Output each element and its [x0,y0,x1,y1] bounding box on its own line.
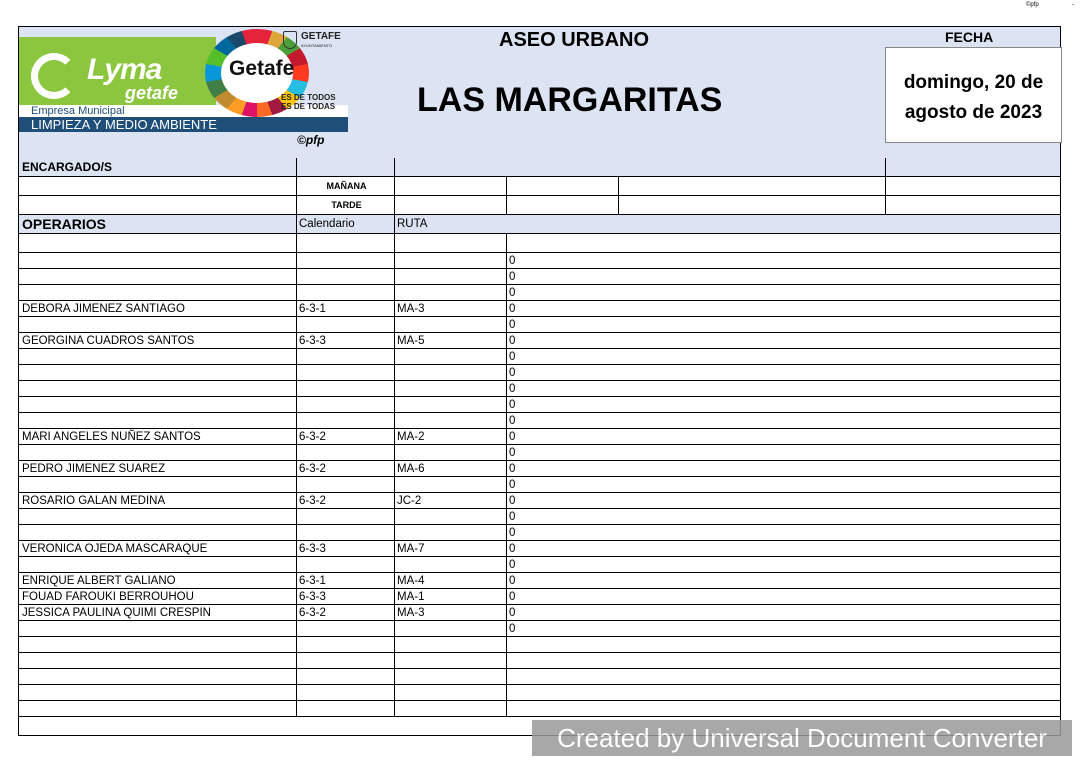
table-row [19,461,1060,477]
table-row [19,477,1060,493]
table-row [19,349,1060,365]
operario-name [19,253,22,268]
tarde-label: TARDE [331,200,362,210]
table-row [19,413,1060,429]
operario-value: 0 [509,255,516,267]
table-row [19,493,1060,509]
operario-name: GEORGINA CUADROS SANTOS [22,335,195,347]
table-row [19,301,1060,317]
operario-value: 0 [509,335,516,347]
operario-name: VERONICA OJEDA MASCARAQUE [22,543,208,555]
operario-value: 0 [509,591,516,603]
operario-value: 0 [509,623,516,635]
table-row [19,653,1060,669]
operario-value: 0 [509,303,516,315]
table-row [19,429,1060,445]
page-title: LAS MARGARITAS [417,81,723,119]
luma-wordmark: Lyma [87,53,162,86]
luma-getafe-wordmark: getafe [125,83,179,103]
operario-name: DEBORA JIMENEZ SANTIAGO [22,303,185,315]
operario-value: 0 [509,287,516,299]
operario-ruta: MA-2 [397,431,425,443]
operario-name [19,701,22,716]
table-row [19,525,1060,541]
operario-name [19,269,22,284]
operario-value: 0 [509,463,516,475]
operario-name [19,509,22,524]
operario-calendario: 6-3-1 [299,575,326,587]
limpieza-strip: LIMPIEZA Y MEDIO AMBIENTE [19,117,348,132]
operario-name: MARI ANGELES NUÑEZ SANTOS [22,431,201,443]
operario-name [19,234,22,252]
operario-value: 0 [509,527,516,539]
operario-calendario: 6-3-3 [299,335,326,347]
operario-value: 0 [509,399,516,411]
getafe-ayuntamiento-logo: GETAFE AYUNTAMIENTO [301,31,341,48]
department-title: ASEO URBANO [499,29,650,51]
operario-name [19,445,22,460]
operario-calendario: 6-3-2 [299,495,326,507]
es-de-todos-slogan: ES DE TODOS ES DE TODAS [281,93,336,111]
operario-name: ENRIQUE ALBERT GALIANO [22,575,176,587]
operario-value: 0 [509,479,516,491]
table-row [19,234,1060,253]
operario-name [19,317,22,332]
corner-mark-dash: - [1072,2,1074,8]
operario-calendario: 6-3-2 [299,431,326,443]
empresa-label: Empresa Municipal [31,105,125,117]
operario-value: 0 [509,367,516,379]
operario-value: 0 [509,511,516,523]
operario-name: JESSICA PAULINA QUIMI CRESPIN [22,607,211,619]
table-row [19,509,1060,525]
operario-ruta: MA-3 [397,607,425,619]
operario-name [19,477,22,492]
operario-value: 0 [509,351,516,363]
operario-ruta: MA-7 [397,543,425,555]
fecha-label: FECHA [945,29,994,45]
operario-name [19,525,22,540]
operario-name: ROSARIO GALAN MEDINA [22,495,166,507]
luma-logo [19,37,216,105]
encargados-label: ENCARGADO/S [22,160,113,174]
operario-name [19,397,22,412]
manana-label: MAÑANA [326,181,367,191]
operario-name [19,413,22,428]
table-row [19,701,1060,717]
operario-value: 0 [509,447,516,459]
table-row [19,541,1060,557]
operario-value: 0 [509,319,516,331]
table-row [19,269,1060,285]
operario-name [19,669,22,684]
table-row [19,573,1060,589]
operario-value: 0 [509,383,516,395]
ruta-header: RUTA [397,218,428,230]
operario-ruta: MA-3 [397,303,425,315]
operario-calendario: 6-3-2 [299,607,326,619]
operario-name [19,685,22,700]
table-row [19,317,1060,333]
operario-name: PEDRO JIMENEZ SUAREZ [22,463,166,475]
operario-calendario: 6-3-3 [299,543,326,555]
operario-ruta: MA-6 [397,463,425,475]
operario-value: 0 [509,607,516,619]
table-row [19,685,1060,701]
operario-name [19,557,22,572]
table-row [19,637,1060,653]
copyright-label: ©pfp [297,133,325,147]
table-row [19,285,1060,301]
table-row [19,381,1060,397]
table-row [19,589,1060,605]
table-row [19,365,1060,381]
operario-name: FOUAD FAROUKI BERROUHOU [22,591,194,603]
table-row [19,397,1060,413]
operario-value: 0 [509,431,516,443]
operario-name [19,349,22,364]
operario-calendario: 6-3-3 [299,591,326,603]
tarde-row [19,196,1060,215]
table-row [19,621,1060,637]
operarios-label: OPERARIOS [22,216,107,232]
manana-row [19,177,1060,196]
operario-name [19,653,22,668]
getafe-crest-icon [283,31,297,49]
operario-calendario: 6-3-2 [299,463,326,475]
luma-swirl-icon [31,53,77,99]
operario-name [19,637,22,652]
corner-mark: ©pfp [1026,2,1039,8]
watermark: Created by Universal Document Converter [532,720,1072,756]
operario-name [19,381,22,396]
table-row [19,605,1060,621]
operario-name [19,285,22,300]
calendario-header: Calendario [299,218,355,230]
operario-value: 0 [509,559,516,571]
operario-name [19,365,22,380]
operario-value: 0 [509,543,516,555]
operario-ruta: JC-2 [397,495,422,507]
table-row [19,253,1060,269]
route-sheet [18,26,1061,736]
operario-calendario: 6-3-1 [299,303,326,315]
operario-value: 0 [509,415,516,427]
operarios-header-row [19,215,1060,234]
table-row [19,669,1060,685]
operario-ruta: MA-5 [397,335,425,347]
getafe-logo-word: Getafe [229,57,295,80]
operario-value: 0 [509,575,516,587]
table-row [19,333,1060,349]
table-row [19,557,1060,573]
table-row [19,445,1060,461]
encargados-header-row [19,158,1060,177]
operario-ruta: MA-4 [397,575,425,587]
operario-name [19,621,22,636]
operario-ruta: MA-1 [397,591,425,603]
header [19,27,1060,159]
operario-value: 0 [509,271,516,283]
operario-value: 0 [509,495,516,507]
fecha-value: domingo, 20 de agosto de 2023 [885,47,1062,143]
